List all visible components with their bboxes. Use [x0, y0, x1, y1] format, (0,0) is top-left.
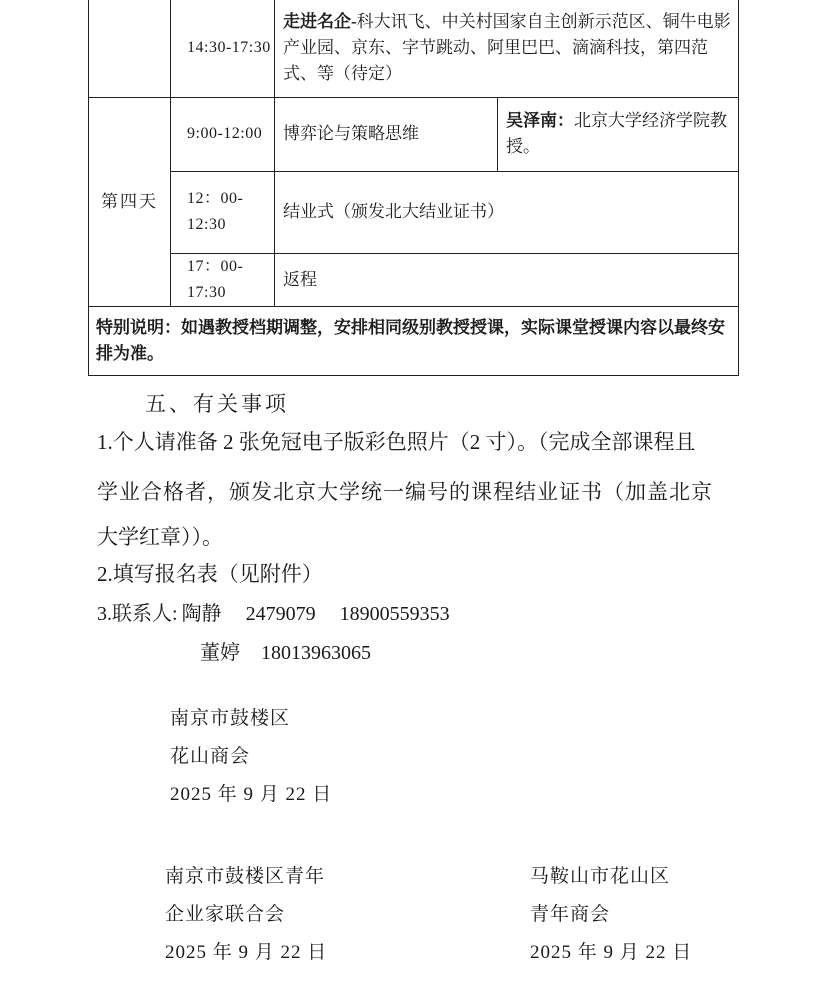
signature-block-gulou-entrepreneurs — [165, 858, 327, 972]
day-cell-empty — [89, 0, 171, 97]
time-cell: 14:30-17:30 — [171, 0, 275, 97]
activity-cell — [275, 0, 739, 97]
signature-line: 南京市鼓楼区 — [170, 708, 291, 729]
activity-text: 科大讯飞、中关村国家自主创新示范区、铜牛电影产业园、京东、字节跳动、阿里巴巴、滴滴科技，第四范式、等（待定） — [283, 12, 731, 84]
activity-cell: 返程 — [275, 253, 739, 306]
signature-date: 2025 年 9 月 22 日 — [170, 784, 333, 805]
table-row — [89, 97, 739, 171]
instructor-cell — [498, 97, 739, 171]
signature-line: 企业家联合会 — [165, 904, 286, 925]
instructor-title: 北京大学经济学院教授。 — [506, 111, 727, 156]
time-cell: 17：00-17:30 — [171, 253, 275, 306]
note-item1-line3: 大学红章））。 — [97, 525, 223, 549]
time-cell: 12：00-12:30 — [171, 171, 275, 253]
note-item3-contacts — [97, 597, 450, 626]
section-heading: 五、有关事项 — [145, 392, 289, 416]
note-item1-line2: 学业合格者，颁发北京大学统一编号的课程结业证书（加盖北京 — [97, 480, 713, 504]
schedule-table — [88, 0, 739, 376]
note-item1-line1: 1.个人请准备 2 张免冠电子版彩色照片（2 寸）。（完成全部课程且 — [97, 430, 696, 454]
day-cell: 第四天 — [89, 97, 171, 306]
signature-date: 2025 年 9 月 22 日 — [165, 942, 328, 963]
contact2-line — [200, 636, 371, 665]
contact1-phone2: 18900559353 — [339, 603, 450, 625]
contacts-label: 3.联系人: — [97, 603, 178, 625]
instructor-name: 吴泽南： — [506, 111, 574, 130]
activity-cell: 结业式（颁发北大结业证书） — [275, 171, 739, 253]
activity-bold-label: 走进名企- — [283, 12, 357, 32]
activity-cell: 博弈论与策略思维 — [275, 97, 498, 171]
signature-block-huashan-chamber — [170, 700, 332, 814]
contact2-name: 董婷 — [200, 642, 240, 664]
signature-line: 马鞍山市花山区 — [530, 866, 671, 887]
signature-line: 南京市鼓楼区青年 — [165, 866, 326, 887]
contact2-phone: 18013963065 — [261, 642, 371, 664]
table-row — [89, 0, 739, 97]
contact1-phone1: 2479079 — [245, 603, 316, 625]
table-row — [89, 253, 739, 306]
signature-block-maanshan-youth — [530, 858, 692, 972]
time-cell: 9:00-12:00 — [171, 97, 275, 171]
signature-line: 花山商会 — [170, 746, 251, 767]
contact1-name: 陶静 — [181, 603, 222, 625]
table-row — [89, 171, 739, 253]
note-item2: 2.填写报名表（见附件） — [97, 562, 323, 586]
special-note-row — [89, 306, 739, 375]
signature-line: 青年商会 — [530, 904, 611, 925]
special-note-text: 特别说明：如遇教授档期调整，安排相同级别教授授课，实际课堂授课内容以最终安排为准。 — [89, 306, 739, 375]
signature-date: 2025 年 9 月 22 日 — [530, 942, 693, 963]
